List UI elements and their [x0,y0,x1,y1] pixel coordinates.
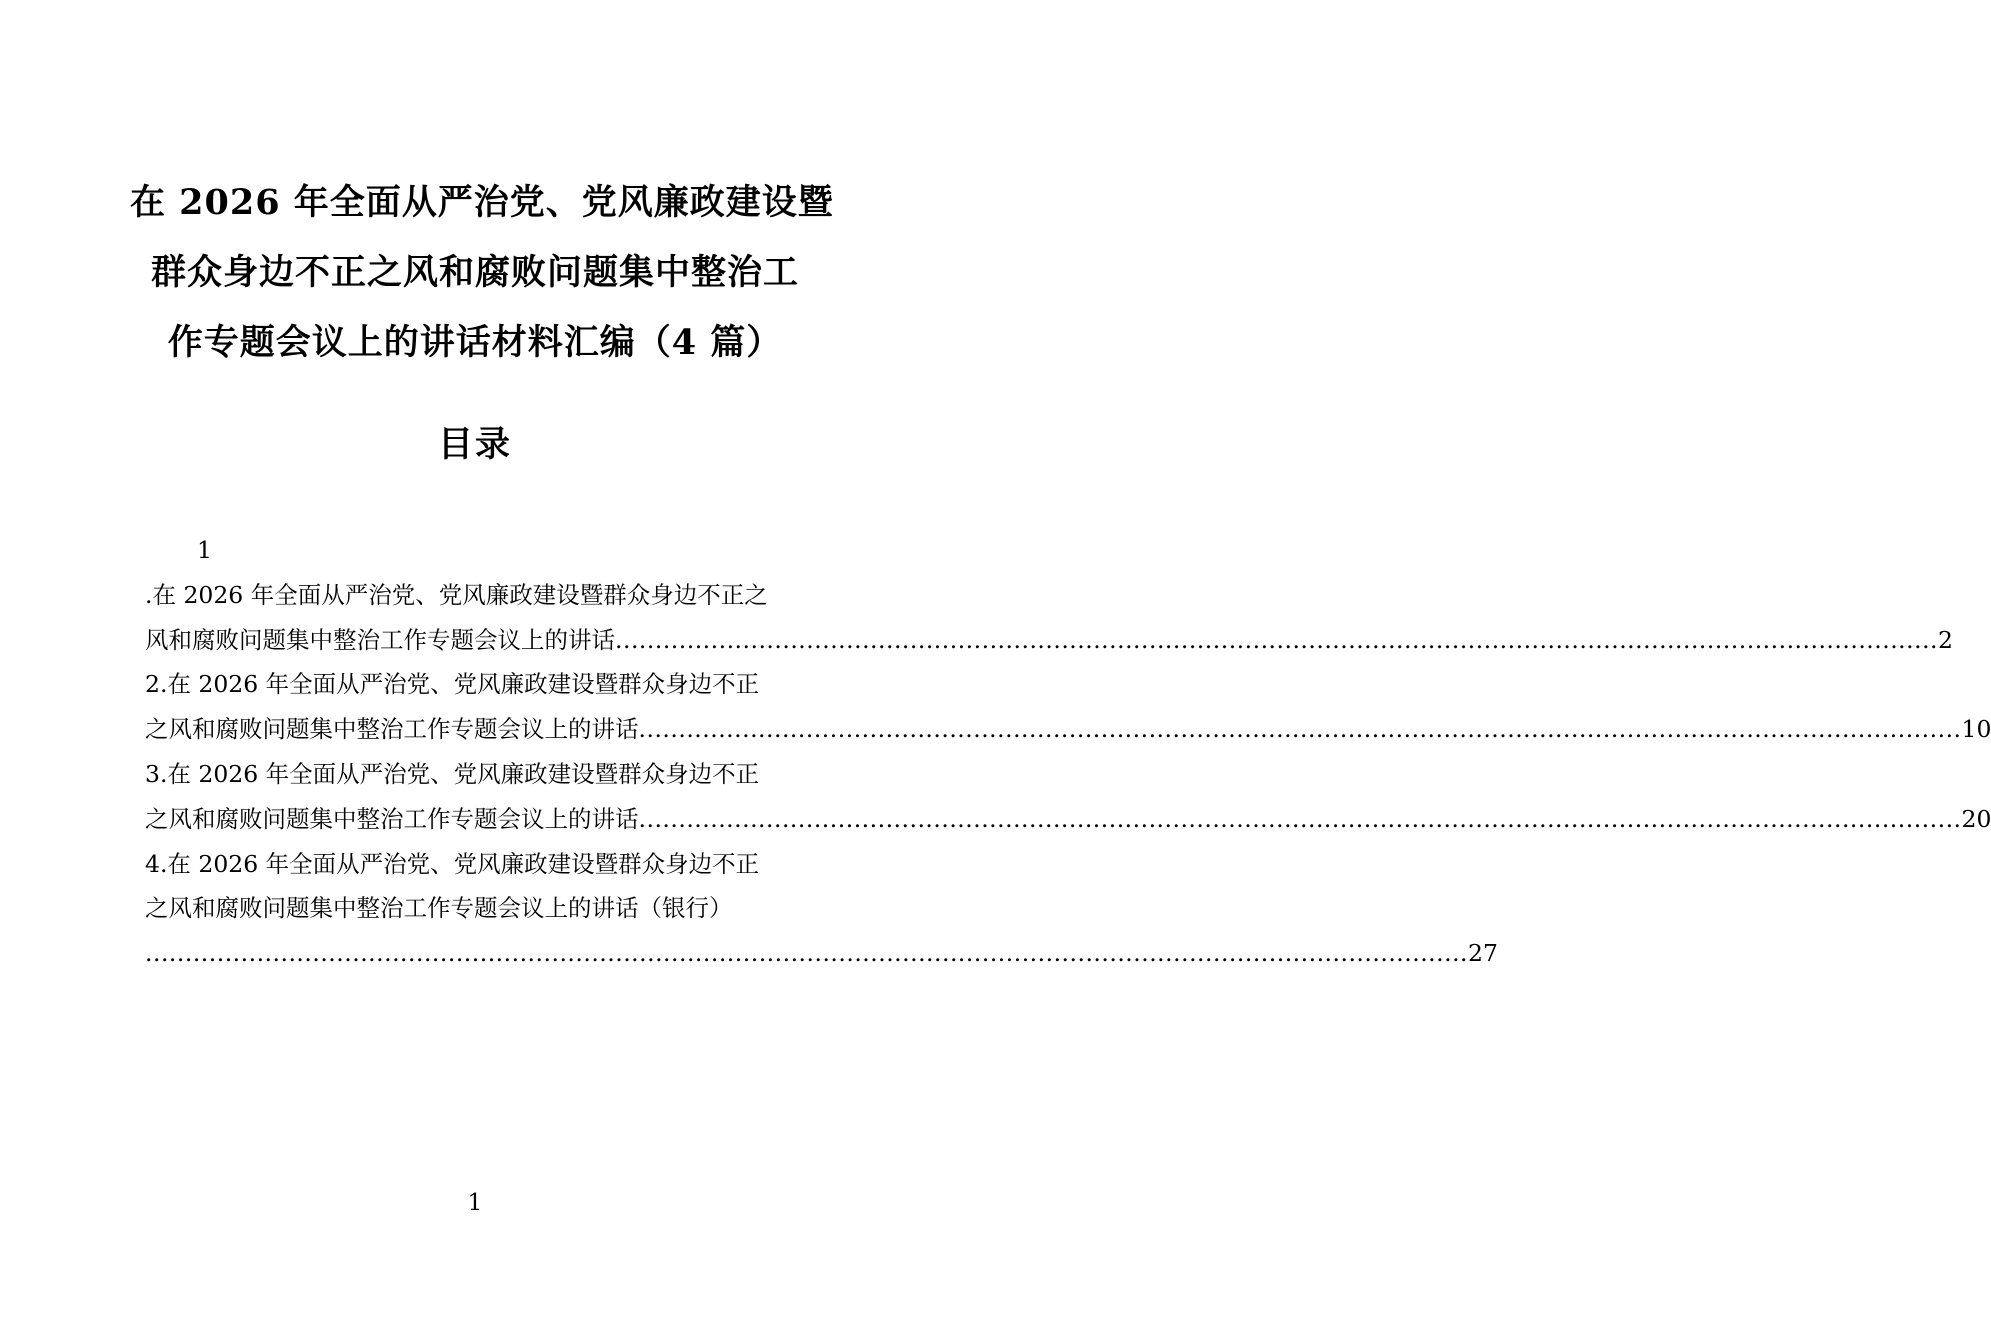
toc-entry-2-line-2[interactable] [145,707,1991,752]
toc-entry-3-text: 之风和腐败问题集中整治工作专题会议上的讲话 [145,804,639,833]
document-title [130,168,834,378]
toc-entry-4-line-1[interactable]: 4.在 2026 年全面从严治党、党风廉政建设暨群众身边不正 [145,849,760,878]
title-line-2: 群众身边不正之风和腐败问题集中整治工 [150,252,799,293]
toc-entry-1-line-2[interactable] [145,618,1953,663]
toc-leader-dots: ...................................................................................................................................................................... [638,804,1962,833]
toc-leader-dots: ...................................................................................................................................................................... [145,939,1469,968]
toc-entry-1-text: 风和腐败问题集中整治工作专题会议上的讲话 [145,625,615,654]
toc-leader-dots: ...................................................................................................................................................................... [638,715,1962,744]
toc-entry-4-line-3[interactable] [145,931,1498,976]
table-of-contents [145,528,1991,976]
toc-entry-3-line-2[interactable] [145,797,1991,842]
toc-entry-2-line-1[interactable]: 2.在 2026 年全面从严治党、党风廉政建设暨群众身边不正 [145,670,760,699]
toc-entry-2-text: 之风和腐败问题集中整治工作专题会议上的讲话 [145,715,639,744]
toc-entry-4-page: 27 [1468,939,1498,968]
title-line-3: 作专题会议上的讲话材料汇编（4 篇） [167,322,783,363]
page-number: 1 [467,1190,483,1216]
toc-entry-1-line-1[interactable]: .在 2026 年全面从严治党、党风廉政建设暨群众身边不正之 [145,580,768,609]
toc-entry-2-page: 10 [1961,715,1991,744]
toc-entry-3-page: 20 [1961,804,1991,833]
toc-entry-1-number: 1 [197,536,212,564]
toc-entry-4-line-2[interactable]: 之风和腐败问题集中整治工作专题会议上的讲话（银行） [145,894,733,923]
title-line-1: 在 2026 年全面从严治党、党风廉政建设暨 [130,182,834,223]
toc-heading: 目录 [437,424,512,465]
toc-entry-3-line-1[interactable]: 3.在 2026 年全面从严治党、党风廉政建设暨群众身边不正 [145,759,760,788]
toc-leader-dots: ...................................................................................................................................................................... [615,625,1939,654]
toc-entry-1-page: 2 [1938,625,1953,654]
